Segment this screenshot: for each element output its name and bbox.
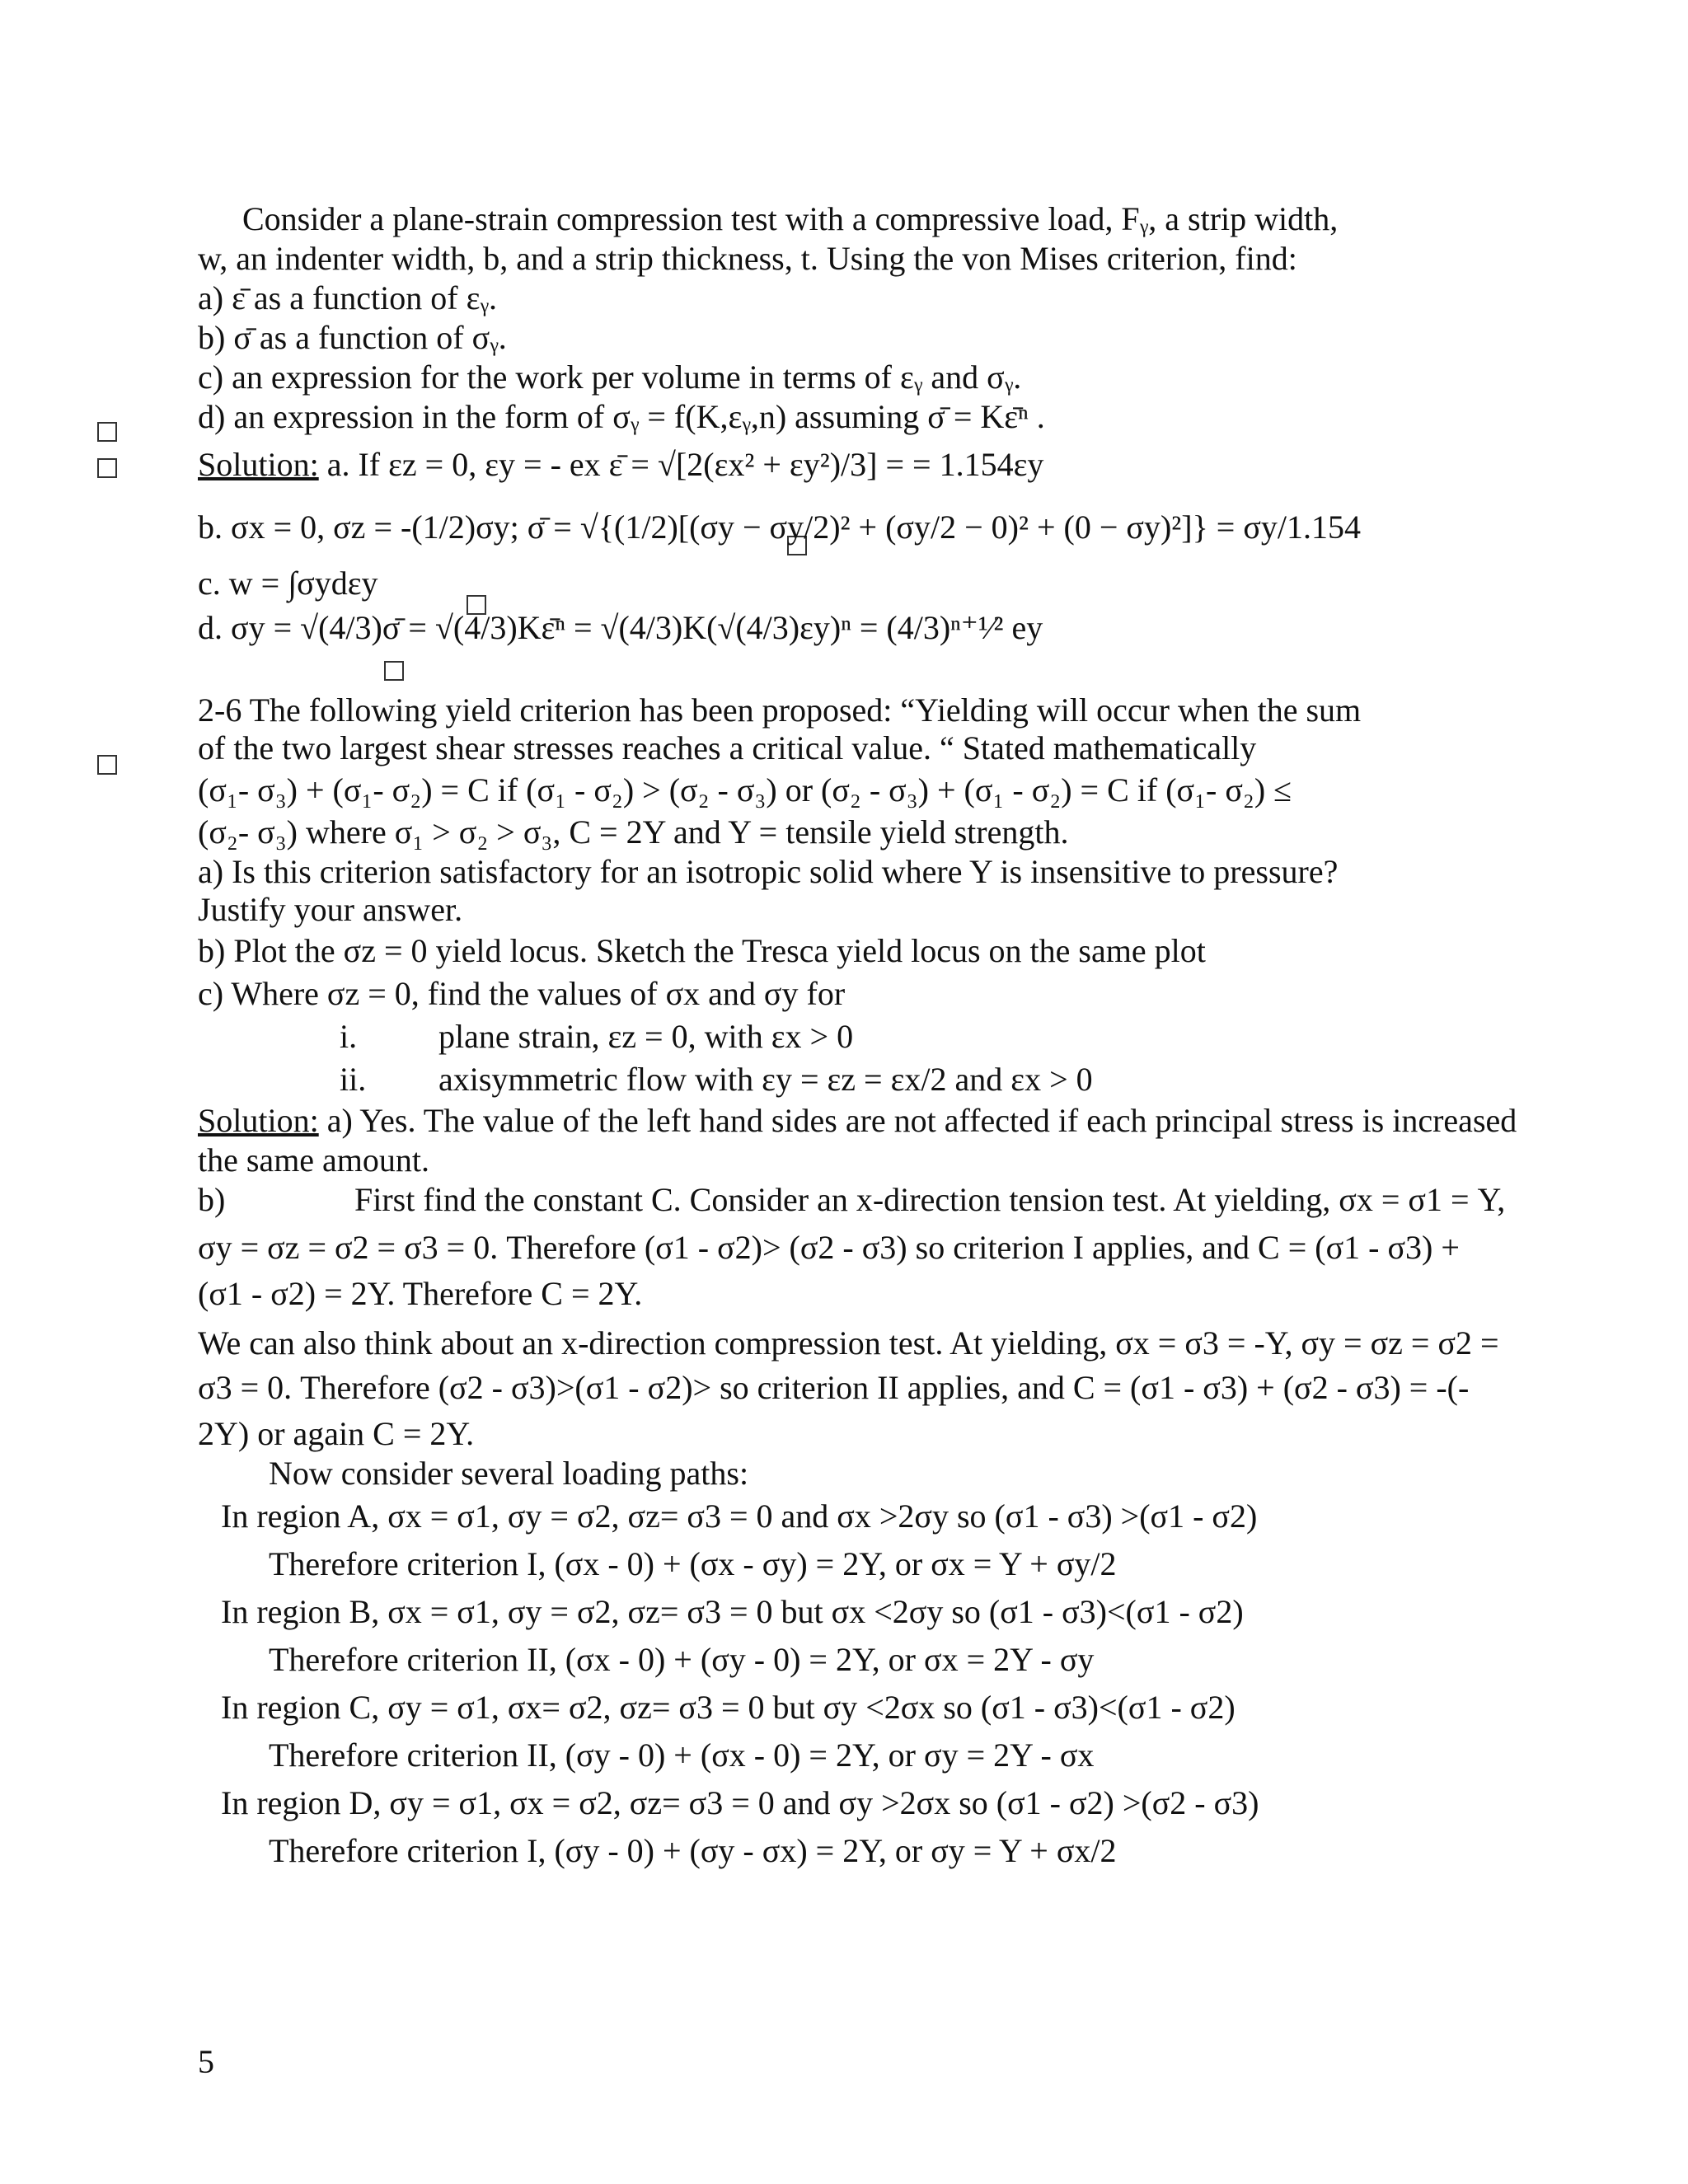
solution-2-6-b-line-2: σy = σz = σ2 = σ3 = 0. Therefore (σ1 - σ2)> (σ2 - σ3) so criterion I applies, and C = (σ1 - σ3) + [198,1229,1460,1266]
problem-statement-line-2: w, an indenter width, b, and a strip thickness, t. Using the von Mises criterion, find: [198,240,1297,277]
page-number: 5 [198,2043,214,2080]
solution-2-6-a: a) Yes. The value of the left hand sides are not affected if each principal stress is increased [318,1102,1517,1139]
problem-2-6-line-1: 2-6 The following yield criterion has been proposed: “Yielding will occur when the sum [198,691,1362,729]
problem-2-6-line-2: of the two largest shear stresses reaches a critical value. “ Stated mathematically [198,729,1257,766]
loading-paths-intro: Now consider several loading paths: [269,1455,749,1492]
region-c-result: Therefore criterion II, (σy - 0) + (σx - 0) = 2Y, or σy = 2Y - σx [269,1736,1095,1774]
region-c: In region C, σy = σ1, σx= σ2, σz= σ3 = 0 but σy <2σx so (σ1 - σ3)<(σ1 - σ2) [221,1689,1236,1726]
question-a-line-2: Justify your answer. [198,891,463,928]
solution-2-6-label: Solution: [198,1102,319,1139]
solution-d: d. σy = √(4/3)σ̄ = √(4/3)Kε̄ⁿ = √(4/3)K(√(4/3)εy)ⁿ = (4/3)ⁿ⁺¹⁄² ey [198,609,1043,646]
region-b: In region B, σx = σ1, σy = σ2, σz= σ3 = 0 but σx <2σy so (σ1 - σ3)<(σ1 - σ2) [221,1593,1244,1630]
question-c-i-number: i. [340,1018,358,1055]
criterion-line-1: (σ₁- σ₃) + (σ₁- σ₂) = C if (σ₁ - σ₂) > (σ₂ - σ₃) or (σ₂ - σ₃) + (σ₁ - σ₂) = C if (σ₁- σ₂) ≤ [198,771,1292,808]
criterion-line-2: (σ₂- σ₃) where σ₁ > σ₂ > σ₃, C = 2Y and Y = tensile yield strength. [198,813,1069,851]
question-c: c) Where σz = 0, find the values of σx and σy for [198,975,846,1012]
region-d: In region D, σy = σ1, σx = σ2, σz= σ3 = 0 and σy >2σx so (σ1 - σ2) >(σ2 - σ3) [221,1784,1259,1821]
region-d-result: Therefore criterion I, (σy - 0) + (σy - σx) = 2Y, or σy = Y + σx/2 [269,1832,1117,1869]
part-b: b) σ̄ as a function of σᵧ. [198,319,507,356]
placeholder-box-2 [97,458,117,478]
solution-a: a. If εz = 0, εy = - ex ε̄ = √[2(εx² + εy²)/3] = = 1.154εy [318,446,1044,483]
problem-statement-line-1: Consider a plane-strain compression test with a compressive load, Fᵧ, a strip width, [242,200,1339,237]
question-a-line-1: a) Is this criterion satisfactory for an isotropic solid where Y is insensitive to pressure? [198,853,1339,890]
solution-b: b. σx = 0, σz = -(1/2)σy; σ̄ = √{(1/2)[(σy − σy/2)² + (σy/2 − 0)² + (0 − σy)²]} = σy/1.154 [198,509,1362,546]
region-a: In region A, σx = σ1, σy = σ2, σz= σ3 = 0 and σx >2σy so (σ1 - σ3) >(σ1 - σ2) [221,1497,1258,1535]
region-a-result: Therefore criterion I, (σx - 0) + (σx - σy) = 2Y, or σx = Y + σy/2 [269,1545,1117,1582]
placeholder-box-3 [97,755,117,775]
solution-a-line [198,445,1043,485]
solution-label: Solution: [198,446,319,483]
question-b: b) Plot the σz = 0 yield locus. Sketch the Tresca yield locus on the same plot [198,932,1206,969]
placeholder-box-1 [97,422,117,442]
question-c-ii: axisymmetric flow with εy = εz = εx/2 and εx > 0 [438,1061,1093,1098]
part-c: c) an expression for the work per volume in terms of εᵧ and σᵧ. [198,359,1022,396]
compression-line-3: 2Y) or again C = 2Y. [198,1415,475,1452]
solution-2-6-b-line-3: (σ1 - σ2) = 2Y. Therefore C = 2Y. [198,1275,643,1312]
solution-2-6-a-line-2: the same amount. [198,1141,430,1179]
solution-2-6-b-line-1: First find the constant C. Consider an x-direction tension test. At yielding, σx = σ1 = Y, [354,1181,1506,1218]
part-d: d) an expression in the form of σᵧ = f(K,εᵧ,n) assuming σ̄ = Kε̄ⁿ . [198,398,1045,435]
solution-2-6-b-label: b) [198,1181,226,1218]
question-c-ii-number: ii. [340,1061,367,1098]
question-c-i: plane strain, εz = 0, with εx > 0 [438,1018,854,1055]
solution-c: c. w = ∫σydεy [198,565,378,602]
compression-line-2: σ3 = 0. Therefore (σ2 - σ3)>(σ1 - σ2)> so criterion II applies, and C = (σ1 - σ3) + (σ2 - σ3) = -(- [198,1369,1470,1406]
solution-2-6-a-line-1 [198,1101,1517,1141]
region-b-result: Therefore criterion II, (σx - 0) + (σy - 0) = 2Y, or σx = 2Y - σy [269,1641,1095,1678]
placeholder-box-6 [384,661,404,681]
part-a: a) ε̄ as a function of εᵧ. [198,279,497,316]
compression-line-1: We can also think about an x-direction compression test. At yielding, σx = σ3 = -Y, σy = σz = σ2 = [198,1324,1499,1361]
